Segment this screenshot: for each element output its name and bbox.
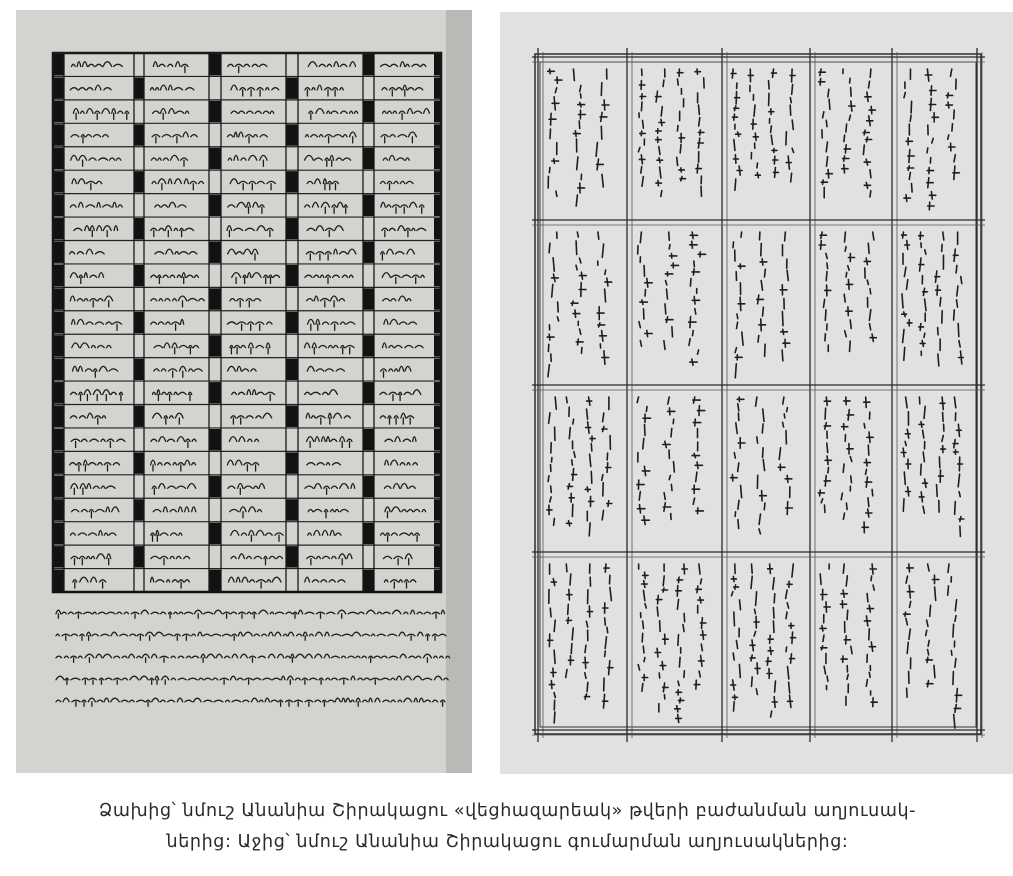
separator-block: [134, 218, 144, 239]
separator-block: [363, 476, 374, 497]
separator-block: [434, 523, 441, 544]
separator-block: [53, 382, 64, 403]
separator-block: [53, 406, 64, 427]
separator-block: [53, 335, 64, 356]
separator-block: [286, 265, 298, 286]
separator-block: [53, 171, 64, 192]
separator-block: [53, 570, 64, 591]
separator-block: [434, 335, 441, 356]
separator-block: [286, 406, 298, 427]
separator-block: [363, 148, 374, 169]
separator-block: [363, 570, 374, 591]
separator-block: [363, 241, 374, 262]
separator-block: [53, 241, 64, 262]
separator-block: [209, 101, 221, 122]
separator-block: [134, 406, 144, 427]
separator-block: [286, 218, 298, 239]
separator-block: [434, 265, 441, 286]
separator-block: [286, 171, 298, 192]
separator-block: [53, 452, 64, 473]
separator-block: [434, 101, 441, 122]
separator-block: [53, 312, 64, 333]
separator-block: [209, 523, 221, 544]
separator-block: [434, 288, 441, 309]
separator-block: [134, 452, 144, 473]
separator-block: [286, 124, 298, 145]
addition-table-drawing: [500, 12, 1013, 774]
separator-block: [209, 54, 221, 75]
page-edge-shadow: [446, 10, 472, 773]
separator-block: [53, 288, 64, 309]
figure-caption: [30, 796, 985, 858]
separator-block: [434, 54, 441, 75]
separator-block: [363, 288, 374, 309]
separator-block: [134, 359, 144, 380]
separator-block: [286, 312, 298, 333]
caption-line-1: Ձախից՝ նմուշ Անանիա Շիրակացու «վեցհազարեակ» թվերի բաժանման աղյուսակ-: [98, 801, 917, 821]
separator-block: [53, 148, 64, 169]
separator-block: [434, 429, 441, 450]
separator-block: [53, 429, 64, 450]
separator-block: [363, 382, 374, 403]
separator-block: [53, 195, 64, 216]
separator-block: [286, 77, 298, 98]
separator-block: [363, 54, 374, 75]
separator-block: [134, 77, 144, 98]
separator-block: [53, 77, 64, 98]
page-background: [16, 10, 472, 773]
separator-block: [134, 546, 144, 567]
separator-block: [434, 171, 441, 192]
separator-block: [53, 499, 64, 520]
separator-block: [434, 452, 441, 473]
separator-block: [434, 312, 441, 333]
separator-block: [134, 499, 144, 520]
separator-block: [286, 546, 298, 567]
separator-block: [209, 570, 221, 591]
separator-block: [434, 124, 441, 145]
separator-block: [363, 523, 374, 544]
separator-block: [209, 335, 221, 356]
separator-block: [134, 124, 144, 145]
separator-block: [434, 570, 441, 591]
separator-block: [53, 476, 64, 497]
separator-block: [434, 499, 441, 520]
manuscript-division-table-image: [16, 10, 472, 773]
separator-block: [53, 218, 64, 239]
separator-block: [286, 359, 298, 380]
separator-block: [434, 148, 441, 169]
separator-block: [53, 359, 64, 380]
separator-block: [434, 406, 441, 427]
separator-block: [53, 546, 64, 567]
separator-block: [286, 452, 298, 473]
separator-block: [53, 54, 64, 75]
separator-block: [53, 265, 64, 286]
separator-block: [209, 148, 221, 169]
separator-block: [363, 429, 374, 450]
manuscript-addition-table-image: [500, 12, 1013, 774]
page-background: [500, 12, 1013, 774]
separator-block: [434, 382, 441, 403]
separator-block: [134, 312, 144, 333]
separator-block: [134, 265, 144, 286]
separator-block: [434, 195, 441, 216]
separator-block: [209, 241, 221, 262]
separator-block: [434, 546, 441, 567]
separator-block: [434, 218, 441, 239]
caption-line-2: ներից: Աջից՝ նմուշ Անանիա Շիրակացու գումարման աղյուսակներից:: [166, 832, 849, 852]
separator-block: [53, 124, 64, 145]
separator-block: [209, 288, 221, 309]
separator-block: [209, 476, 221, 497]
separator-block: [363, 101, 374, 122]
separator-block: [363, 335, 374, 356]
division-table-drawing: [16, 10, 472, 773]
separator-block: [434, 241, 441, 262]
separator-block: [434, 476, 441, 497]
separator-block: [53, 523, 64, 544]
separator-block: [53, 101, 64, 122]
separator-block: [434, 359, 441, 380]
separator-block: [434, 77, 441, 98]
separator-block: [363, 195, 374, 216]
separator-block: [134, 171, 144, 192]
separator-block: [209, 195, 221, 216]
separator-block: [286, 499, 298, 520]
separator-block: [209, 429, 221, 450]
separator-block: [209, 382, 221, 403]
